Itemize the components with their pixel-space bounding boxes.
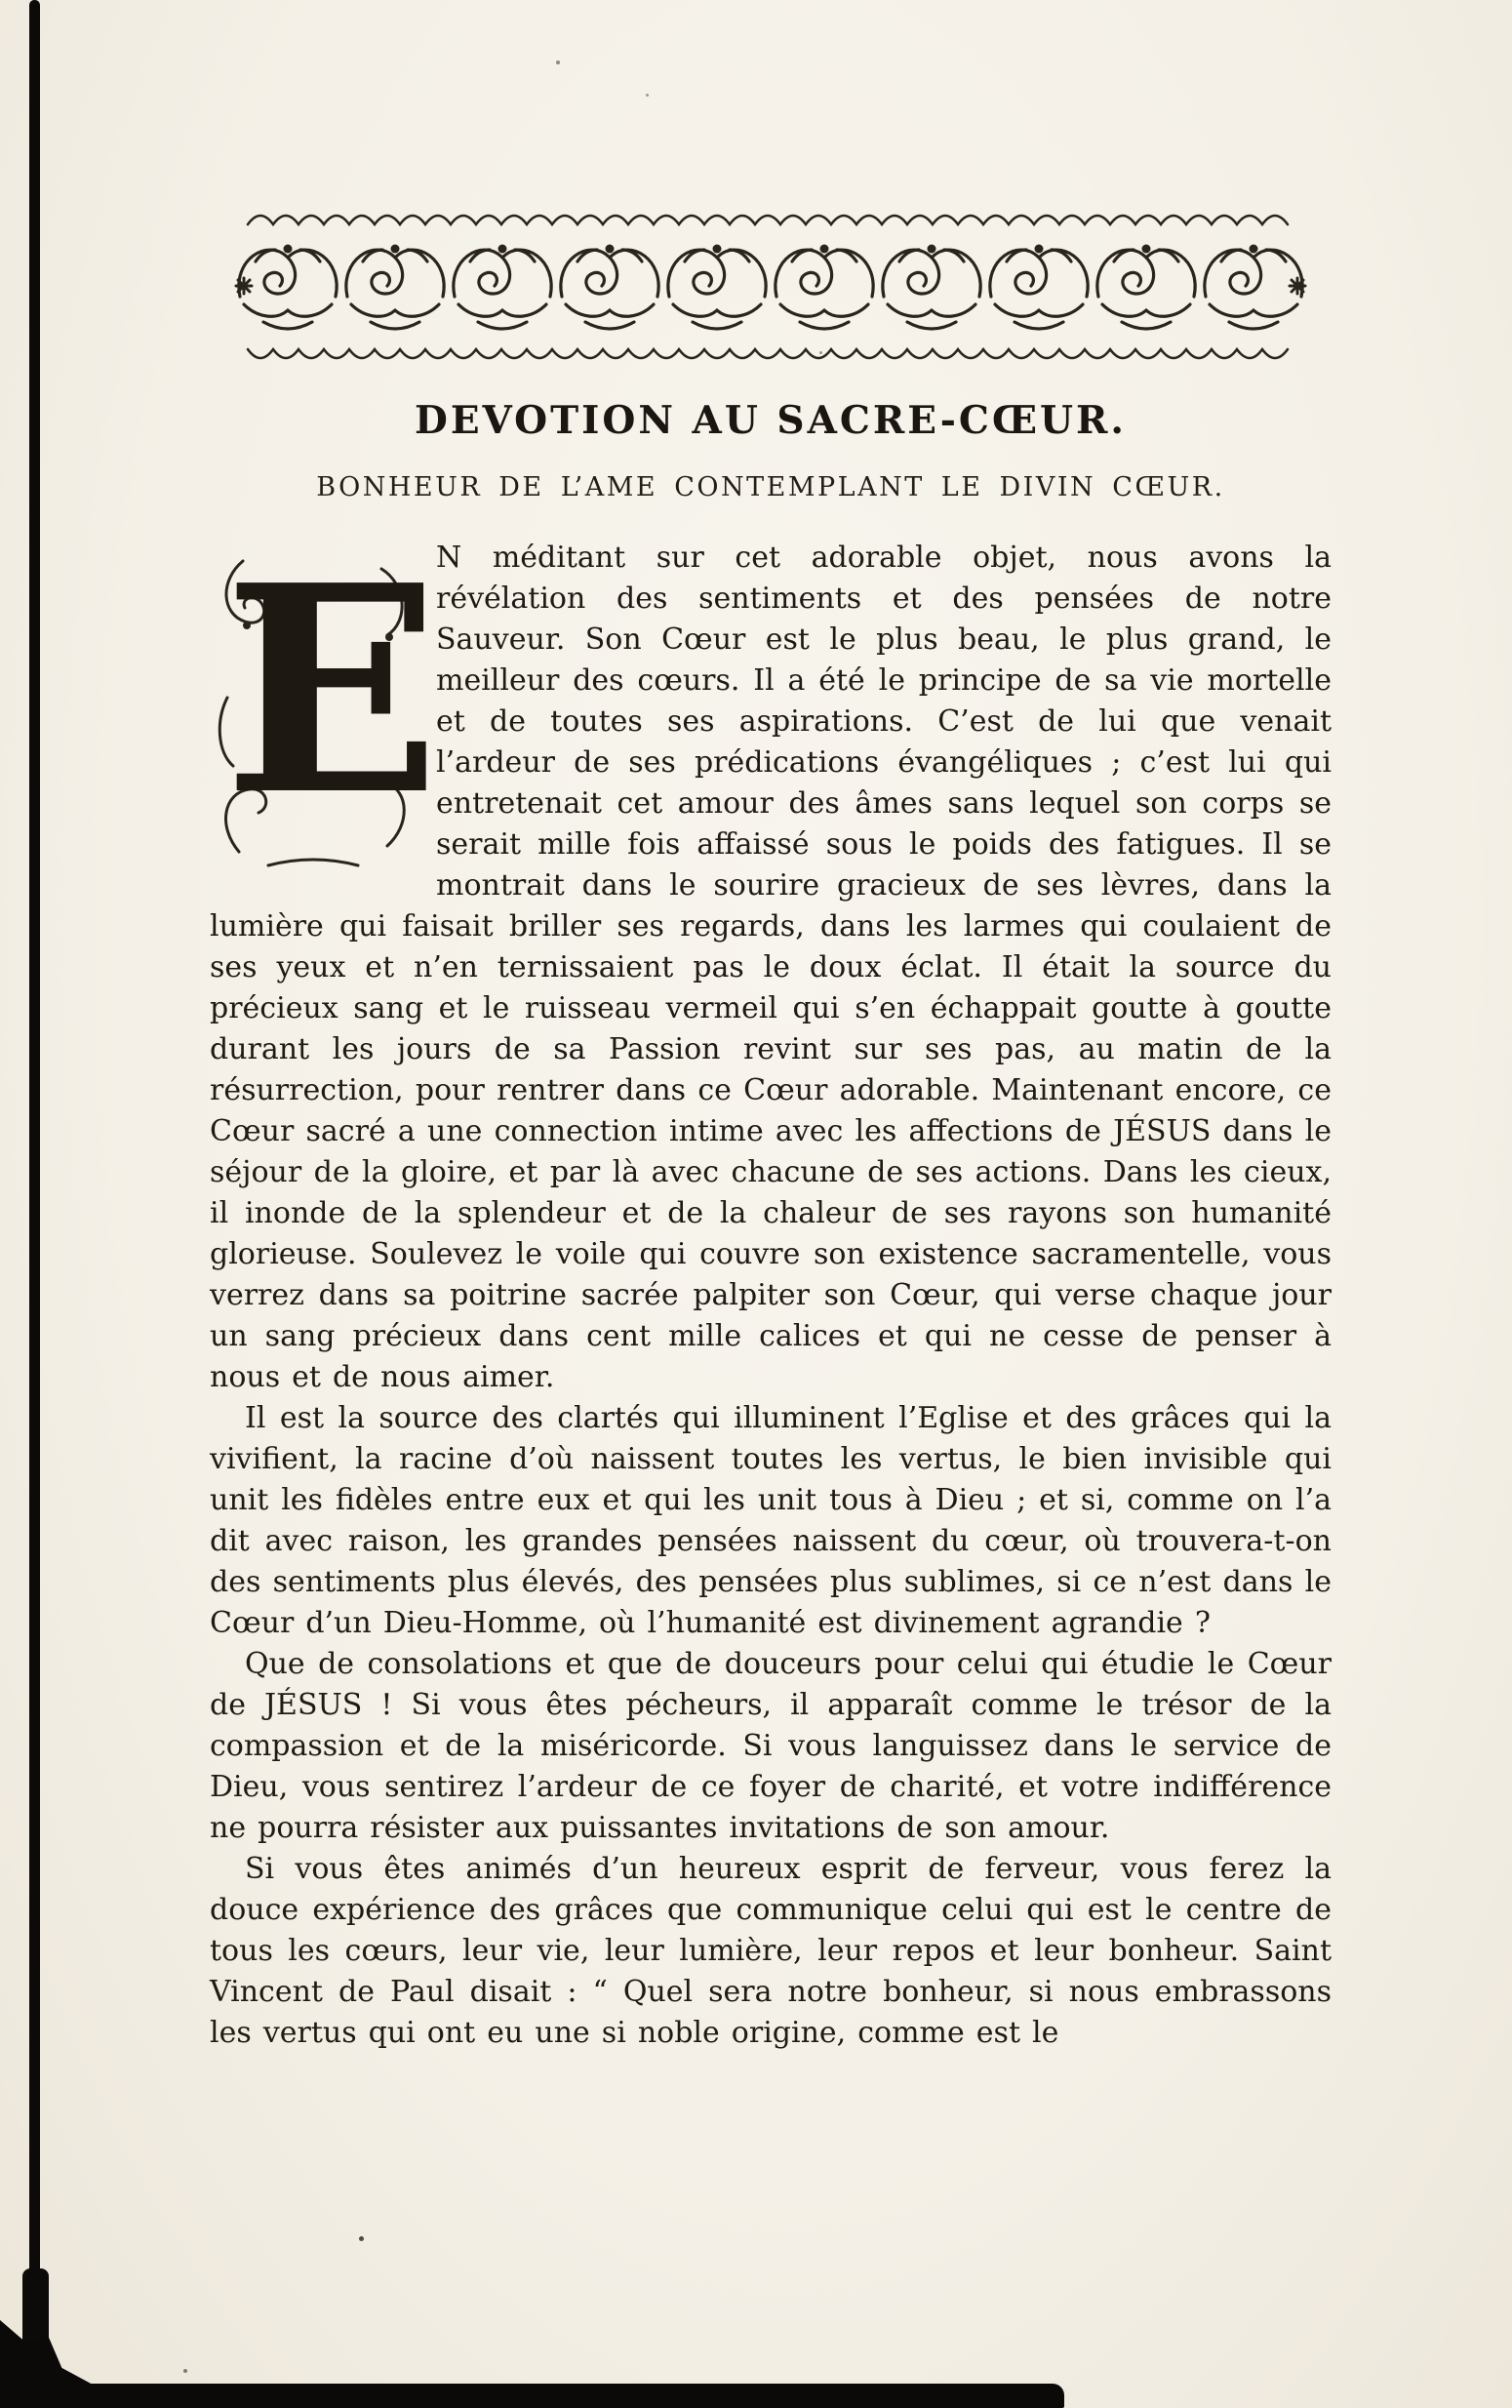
page-subtitle: BONHEUR DE L’AME CONTEMPLANT LE DIVIN CŒUR. [316, 472, 1225, 502]
dropcap-letter: E [223, 523, 441, 858]
paragraph-text: Il est la source des clartés qui illuminent l’Eglise et des grâces qui la vivifient, la racine d’où naissent toutes les vertus, le bien invisible qui unit les fidèles entre eux et qui les unit tous à Dieu ; et si, comme on l’a dit avec raison, les grandes pensées naissent du cœur, où trouvera-t-on des sentiments plus élevés, des pensées plus sublimes, si ce n’est dans le Cœur d’un Dieu-Homme, où l’humanité est divinement agrandie ? [210, 1401, 1332, 1640]
paragraph [210, 1398, 1332, 1644]
binding-edge-bar [29, 0, 40, 2317]
paragraph [210, 1644, 1332, 1849]
paragraph [210, 523, 1332, 1398]
paragraph-text: Si vous êtes animés d’un heureux esprit de ferveur, vous ferez la douce expérience des grâces que communique celui qui est le centre de tous les cœurs, leur vie, leur lumière, leur repos et leur bonheur. Saint Vincent de Paul disait : “ Quel sera notre bonheur, si nous embrassons les vertus qui ont eu une si noble origine, comme est le [210, 1852, 1332, 2050]
paragraph-text: Que de consolations et que de douceurs pour celui qui étudie le Cœur de JÉSUS ! Si vous êtes pécheurs, il apparaît comme le trésor de la compassion et de la miséricorde. Si vous languissez dans le service de Dieu, vous sentirez l’ardeur de ce foyer de charité, et votre indifférence ne pourra résister aux puissantes invitations de son amour. [210, 1647, 1332, 1845]
engraved-initial [210, 523, 441, 871]
scan-speck [183, 2369, 187, 2373]
ornament-band [234, 203, 1307, 369]
page-title: DEVOTION AU SACRE-CŒUR. [415, 398, 1127, 443]
scan-speck [359, 2236, 364, 2241]
body-text [210, 523, 1332, 2054]
paragraph [210, 1849, 1332, 2054]
scan-speck [556, 60, 560, 64]
page-content [210, 203, 1332, 2054]
scan-speck [646, 94, 649, 97]
paragraph-text: N méditant sur cet adorable objet, nous avons la révélation des sentiments et des pensées de notre Sauveur. Son Cœur est le plus beau, le plus grand, le meilleur des cœurs. Il a été le principe de sa vie mortelle et de toutes ses aspirations. C’est de lui que venait l’ardeur de ses prédications évangéliques ; c’est lui qui entretenait cet amour des âmes sans lequel son corps se serait mille fois affaissé sous le poids des fatigues. Il se montrait dans le sourire gracieux de ses lèvres, dans la lumière qui faisait briller ses regards, dans les larmes qui coulaient de ses yeux et n’en ternissaient pas le doux éclat. Il était la source du précieux sang et le ruisseau vermeil qui s’en échappait goutte à goutte durant les jours de sa Passion revint sur ses pas, au matin de la résurrection, pour rentrer dans ce Cœur adorable. Maintenant encore, ce Cœur sacré a une connection intime avec les affections de JÉSUS dans le séjour de la gloire, et par là avec chacune de ses actions. Dans les cieux, il inonde de la splendeur et de la chaleur de ses rayons son humanité glorieuse. Soulevez le voile qui couvre son existence sacramentelle, vous verrez dans sa poitrine sacrée palpiter son Cœur, qui verse chaque jour un sang précieux dans cent mille calices et qui ne cesse de penser à nous et de nous aimer. [210, 541, 1332, 1394]
ink-bar-bottom [84, 2384, 1064, 2408]
